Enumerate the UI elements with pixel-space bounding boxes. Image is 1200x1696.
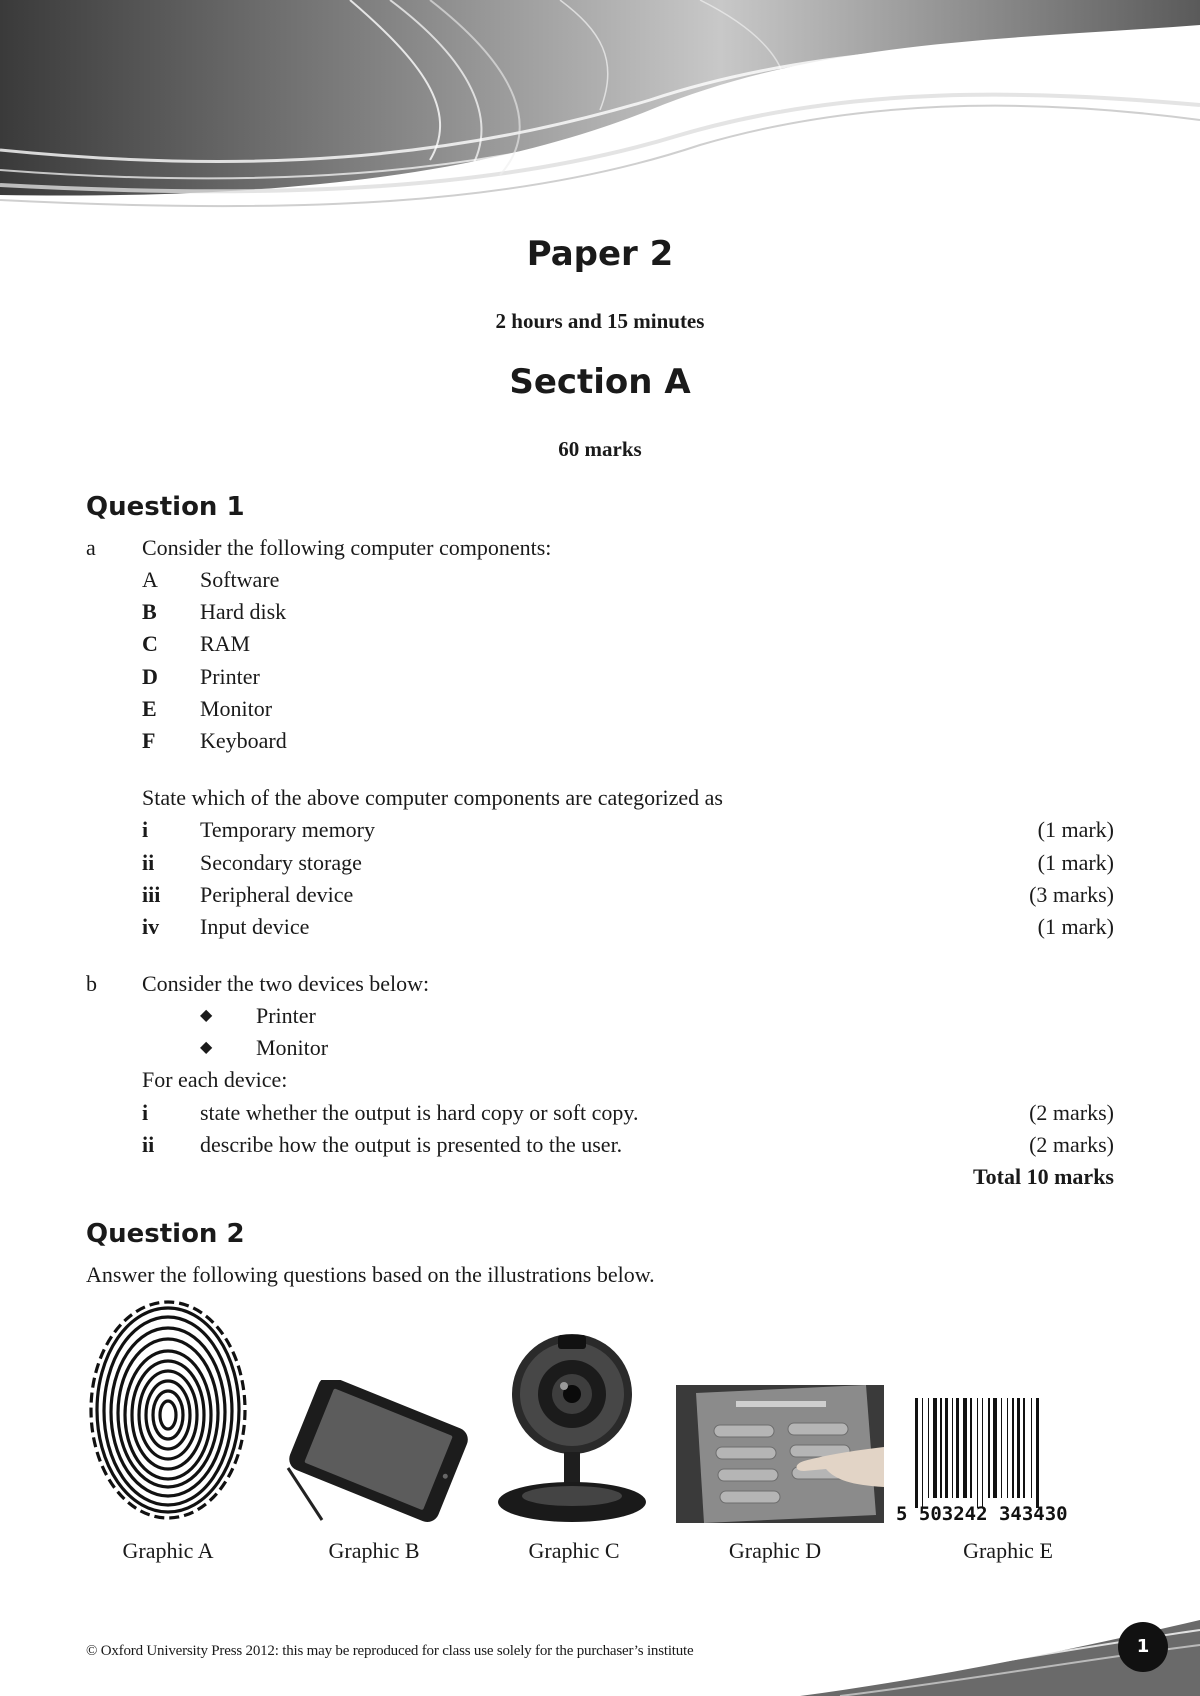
barcode-bar — [963, 1398, 967, 1498]
part-b-prompt: For each device: — [142, 1067, 288, 1092]
device-item: Monitor — [256, 1035, 329, 1060]
barcode-digits: 5 503242 343430 — [896, 1503, 1068, 1523]
barcode-bar — [982, 1398, 983, 1508]
barcode-bar — [956, 1398, 959, 1498]
barcode-bar — [933, 1398, 937, 1498]
part-b-intro: Consider the two devices below: — [142, 971, 430, 996]
subpart-text: state whether the output is hard copy or soft copy. — [200, 1100, 639, 1125]
component-name: Keyboard — [200, 728, 287, 753]
touchscreen-icon — [676, 1385, 884, 1523]
subpart-marks: (1 mark) — [1037, 817, 1114, 842]
subpart-text: Temporary memory — [200, 817, 376, 842]
question-2-intro: Answer the following questions based on the illustrations below. — [86, 1262, 655, 1287]
barcode-bar — [977, 1398, 978, 1508]
device-item: Printer — [256, 1003, 316, 1028]
barcode-bar — [1012, 1398, 1014, 1498]
webcam-icon — [492, 1330, 652, 1525]
subpart-marks: (2 marks) — [1029, 1100, 1114, 1125]
barcode-bar — [1036, 1398, 1039, 1508]
paper-title: Paper 2 — [526, 234, 674, 274]
subpart-label: i — [142, 1100, 149, 1125]
section-title: Section A — [509, 362, 691, 402]
subpart-label: iii — [142, 882, 161, 907]
barcode-bar — [945, 1398, 948, 1498]
part-a-label: a — [86, 535, 96, 560]
barcode-bar — [970, 1398, 972, 1498]
subpart-text: Secondary storage — [200, 850, 362, 875]
tablet-icon — [280, 1380, 470, 1525]
bullet-icon: ◆ — [200, 1039, 213, 1056]
subpart-marks: (2 marks) — [1029, 1132, 1114, 1157]
component-name: RAM — [200, 631, 251, 656]
graphic-caption: Graphic C — [528, 1538, 620, 1563]
barcode-bar — [1001, 1398, 1002, 1498]
graphic-caption: Graphic E — [963, 1538, 1053, 1563]
question-1-heading: Question 1 — [86, 492, 245, 522]
barcode-bar — [1007, 1398, 1008, 1498]
component-letter: A — [142, 567, 158, 592]
barcode-bar — [993, 1398, 997, 1498]
copyright-notice: © Oxford University Press 2012: this may be reproduced for class use solely for the purchaser’s institute — [86, 1643, 694, 1659]
bullet-icon: ◆ — [200, 1007, 213, 1024]
barcode-bar — [915, 1398, 918, 1508]
component-letter: B — [142, 599, 157, 624]
subpart-text: describe how the output is presented to the user. — [200, 1132, 623, 1157]
graphic-caption: Graphic D — [728, 1538, 822, 1563]
subpart-label: iv — [142, 914, 160, 939]
barcode-bar — [940, 1398, 942, 1498]
barcode-bar — [922, 1398, 923, 1508]
barcode-bar — [988, 1398, 990, 1498]
barcode-bar — [1023, 1398, 1025, 1498]
component-name: Hard disk — [200, 599, 287, 624]
subpart-label: ii — [142, 850, 155, 875]
part-a-intro: Consider the following computer components: — [142, 535, 552, 560]
page-number: 1 — [1118, 1622, 1168, 1672]
subpart-marks: (1 mark) — [1037, 914, 1114, 939]
component-letter: D — [142, 664, 158, 689]
subpart-label: i — [142, 817, 149, 842]
subpart-marks: (3 marks) — [1029, 882, 1114, 907]
component-letter: C — [142, 631, 158, 656]
header-banner — [0, 0, 1200, 215]
exam-duration: 2 hours and 15 minutes — [495, 309, 705, 333]
component-letter: F — [142, 728, 156, 753]
barcode-icon — [893, 1398, 1098, 1523]
part-b-label: b — [86, 971, 97, 996]
graphic-caption: Graphic B — [328, 1538, 420, 1563]
barcode-bar — [1017, 1398, 1020, 1498]
subpart-text: Input device — [200, 914, 310, 939]
barcode-bar — [928, 1398, 929, 1498]
question-2-heading: Question 2 — [86, 1219, 245, 1249]
graphic-caption: Graphic A — [122, 1538, 214, 1563]
section-marks: 60 marks — [558, 437, 642, 461]
part-a-prompt: State which of the above computer components are categorized as — [142, 785, 723, 810]
component-letter: E — [142, 696, 157, 721]
fingerprint-icon — [86, 1300, 251, 1525]
subpart-marks: (1 mark) — [1037, 850, 1114, 875]
component-name: Software — [200, 567, 280, 592]
component-name: Monitor — [200, 696, 273, 721]
barcode-bar — [1031, 1398, 1032, 1498]
subpart-label: ii — [142, 1132, 155, 1157]
barcode-bar — [952, 1398, 953, 1498]
question-1-total: Total 10 marks — [973, 1164, 1114, 1189]
component-name: Printer — [200, 664, 260, 689]
subpart-text: Peripheral device — [200, 882, 354, 907]
